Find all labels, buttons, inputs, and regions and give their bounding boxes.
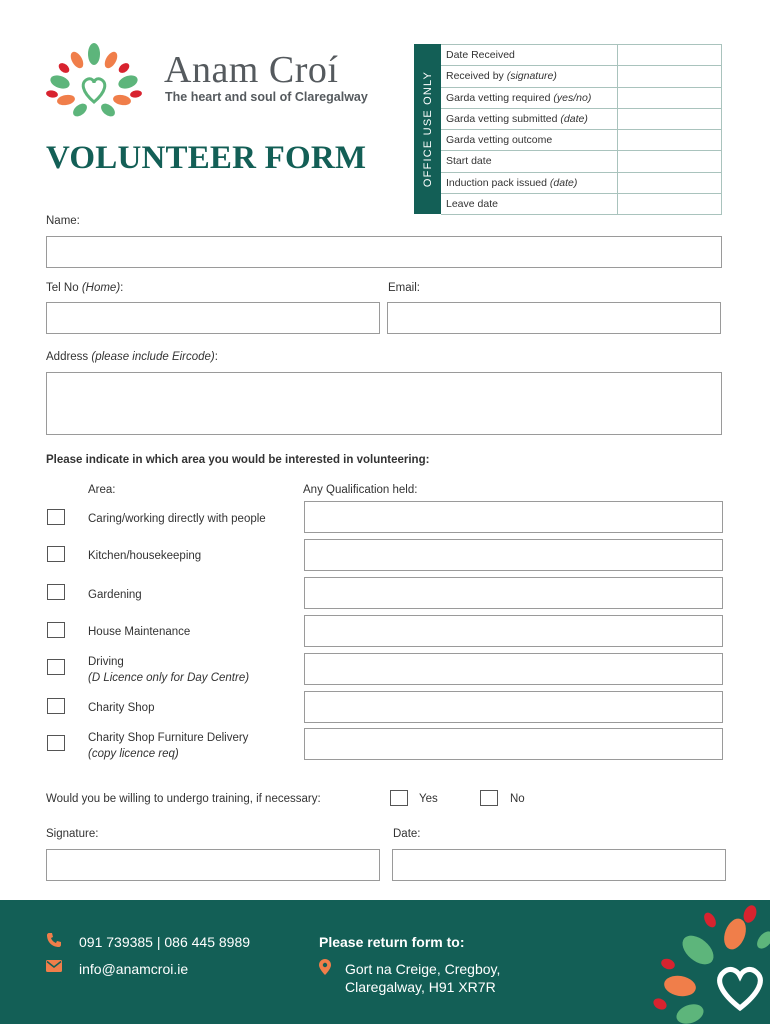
return-address-line1: Gort na Creige, Cregboy, — [345, 961, 501, 977]
signature-field[interactable] — [46, 849, 380, 881]
office-row — [441, 130, 722, 151]
office-row-value-field[interactable] — [617, 173, 722, 193]
area-checkbox-caring[interactable] — [47, 509, 65, 525]
qualification-field-charity-shop[interactable] — [304, 691, 723, 723]
address-label: Address (please include Eircode): — [46, 351, 218, 363]
phone-icon — [46, 932, 62, 948]
area-label-gardening: Gardening — [88, 589, 142, 601]
footer-logo-decoration — [640, 900, 770, 1024]
area-label-charity-shop: Charity Shop — [88, 702, 155, 714]
office-row — [441, 151, 722, 172]
qualification-field-furniture-delivery[interactable] — [304, 728, 723, 760]
training-yes-label: Yes — [419, 793, 438, 805]
office-row-label: Garda vetting submitted (date) — [446, 112, 588, 125]
office-row-label: Date Received — [446, 49, 515, 61]
tel-field[interactable] — [46, 302, 380, 334]
office-row-label: Garda vetting required (yes/no) — [446, 91, 592, 104]
office-row-value-field[interactable] — [617, 45, 722, 65]
qualification-field-kitchen[interactable] — [304, 539, 723, 571]
email-field[interactable] — [387, 302, 721, 334]
office-row-label: Garda vetting outcome — [446, 134, 553, 146]
area-checkbox-charity-shop[interactable] — [47, 698, 65, 714]
return-heading: Please return form to: — [319, 934, 465, 950]
office-row-value-field[interactable] — [617, 194, 722, 214]
training-yes-checkbox[interactable] — [390, 790, 408, 806]
location-pin-icon — [319, 959, 331, 975]
qualification-field-house-maintenance[interactable] — [304, 615, 723, 647]
area-checkbox-house-maintenance[interactable] — [47, 622, 65, 638]
office-row-label: Leave date — [446, 197, 498, 210]
office-row-value-field[interactable] — [617, 66, 722, 86]
tel-label: Tel No (Home): — [46, 282, 124, 294]
training-no-label: No — [510, 793, 525, 805]
brand-name: Anam Croí — [164, 49, 339, 91]
office-use-table — [441, 44, 722, 214]
anam-croi-logo — [44, 42, 144, 120]
date-field[interactable] — [392, 849, 726, 881]
qualification-field-gardening[interactable] — [304, 577, 723, 609]
office-row-label: Start date — [446, 155, 492, 168]
training-question: Would you be willing to undergo training, if necessary: — [46, 793, 321, 805]
footer-email[interactable]: info@anamcroi.ie — [79, 961, 189, 977]
date-label: Date: — [393, 828, 421, 840]
training-no-checkbox[interactable] — [480, 790, 498, 806]
interest-prompt: Please indicate in which area you would be interested in volunteering: — [46, 454, 430, 466]
name-label: Name: — [46, 215, 80, 227]
signature-label: Signature: — [46, 828, 99, 840]
area-checkbox-furniture-delivery[interactable] — [47, 735, 65, 751]
office-row-value-field[interactable] — [617, 151, 722, 171]
return-address-line2: Claregalway, H91 XR7R — [345, 979, 496, 995]
address-field[interactable] — [46, 372, 722, 435]
office-row — [441, 45, 722, 66]
office-row-label: Received by (signature) — [446, 70, 557, 83]
office-row — [441, 88, 722, 109]
area-label-caring: Caring/working directly with people — [88, 513, 266, 525]
mail-icon — [46, 960, 62, 972]
area-label-furniture-delivery: Charity Shop Furniture Delivery (copy licence req) — [88, 732, 249, 760]
office-row-label: Induction pack issued (date) — [446, 176, 578, 189]
office-row — [441, 173, 722, 194]
office-row-value-field[interactable] — [617, 130, 722, 150]
brand-tagline: The heart and soul of Claregalway — [165, 90, 368, 104]
office-use-band — [414, 44, 441, 214]
name-field[interactable] — [46, 236, 722, 268]
area-header: Area: — [88, 484, 116, 496]
area-label-kitchen: Kitchen/housekeeping — [88, 550, 202, 562]
office-row — [441, 194, 722, 215]
office-row-value-field[interactable] — [617, 109, 722, 129]
email-label: Email: — [388, 282, 420, 294]
office-row — [441, 109, 722, 130]
area-checkbox-gardening[interactable] — [47, 584, 65, 600]
office-use-label: OFFICE USE ONLY — [421, 70, 434, 188]
area-checkbox-kitchen[interactable] — [47, 546, 65, 562]
area-label-house-maintenance: House Maintenance — [88, 626, 191, 638]
area-checkbox-driving[interactable] — [47, 659, 65, 675]
office-row — [441, 66, 722, 87]
footer — [0, 900, 770, 1024]
qualification-header: Any Qualification held: — [303, 484, 418, 496]
footer-phone: 091 739385 | 086 445 8989 — [79, 934, 251, 950]
area-label-driving: Driving (D Licence only for Day Centre) — [88, 656, 250, 684]
qualification-field-driving[interactable] — [304, 653, 723, 685]
office-row-value-field[interactable] — [617, 88, 722, 108]
qualification-field-caring[interactable] — [304, 501, 723, 533]
form-title: VOLUNTEER FORM — [46, 140, 367, 176]
